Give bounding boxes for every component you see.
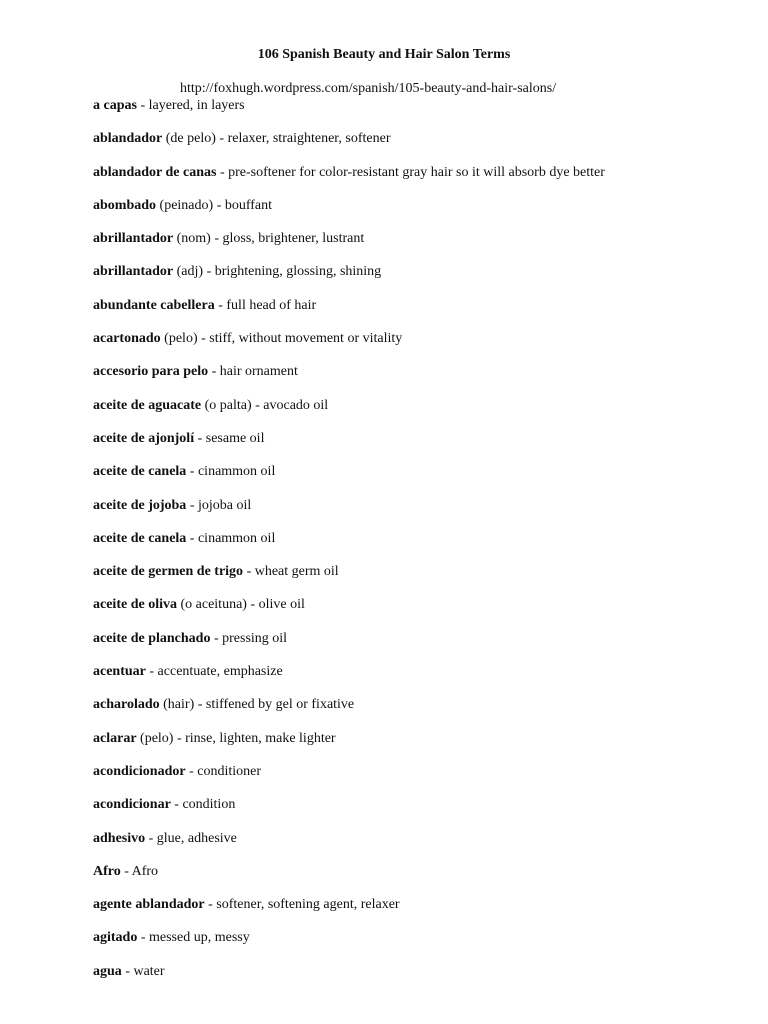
entry-definition: - brightening, glossing, shining bbox=[203, 264, 382, 280]
glossary-entry bbox=[93, 863, 748, 896]
entry-term: aceite de ajonjolí bbox=[93, 430, 195, 446]
entry-term: acondicionar bbox=[93, 797, 171, 813]
entry-definition: - water bbox=[121, 963, 165, 979]
glossary-entry bbox=[93, 263, 748, 296]
glossary-entry bbox=[93, 463, 748, 496]
glossary-entry bbox=[93, 397, 748, 430]
entry-qualifier: (de pelo) bbox=[162, 131, 216, 147]
entry-qualifier: (pelo) bbox=[160, 331, 198, 347]
entry-qualifier: (adj) bbox=[173, 264, 204, 280]
entry-definition: - conditioner bbox=[185, 763, 261, 779]
glossary-entry bbox=[93, 363, 748, 396]
entry-definition: - avocado oil bbox=[251, 397, 329, 413]
entry-definition: - stiff, without movement or vitality bbox=[197, 331, 403, 347]
entry-term: acondicionador bbox=[93, 763, 186, 779]
entry-term: agua bbox=[93, 963, 122, 979]
glossary-entry bbox=[93, 97, 748, 130]
glossary-entry bbox=[93, 130, 748, 163]
glossary-entry bbox=[93, 830, 748, 863]
glossary-entry bbox=[93, 596, 748, 629]
entry-definition: - wheat germ oil bbox=[243, 564, 339, 580]
entry-term: ablandador bbox=[93, 131, 163, 147]
entry-definition: - Afro bbox=[120, 863, 159, 879]
entry-qualifier: (nom) bbox=[173, 231, 211, 247]
glossary-entry bbox=[93, 929, 748, 962]
entry-definition: - olive oil bbox=[246, 597, 305, 613]
entry-term: acentuar bbox=[93, 664, 146, 680]
glossary-entry bbox=[93, 530, 748, 563]
entry-definition: - gloss, brightener, lustrant bbox=[210, 231, 365, 247]
glossary-entry bbox=[93, 963, 748, 996]
glossary-entry bbox=[93, 796, 748, 829]
entry-term: aceite de aguacate bbox=[93, 397, 202, 413]
document-title: 106 Spanish Beauty and Hair Salon Terms bbox=[257, 47, 511, 62]
glossary-entry bbox=[93, 164, 748, 197]
glossary-entry bbox=[93, 763, 748, 796]
entry-term: aceite de oliva bbox=[93, 597, 177, 613]
glossary-entry bbox=[93, 297, 748, 330]
entry-definition: - hair ornament bbox=[208, 364, 298, 380]
glossary-entry bbox=[93, 430, 748, 463]
entry-term: aceite de jojoba bbox=[93, 497, 187, 513]
entry-term: abrillantador bbox=[93, 264, 174, 280]
entry-definition: - messed up, messy bbox=[137, 930, 250, 946]
entry-definition: - layered, in layers bbox=[136, 98, 245, 113]
entry-term: accesorio para pelo bbox=[93, 364, 209, 380]
entry-definition: - accentuate, emphasize bbox=[145, 664, 283, 680]
glossary-entry bbox=[93, 696, 748, 729]
entry-definition: - jojoba oil bbox=[186, 497, 252, 513]
glossary-entry bbox=[93, 630, 748, 663]
glossary-entry bbox=[93, 896, 748, 929]
entry-term: agitado bbox=[93, 930, 138, 946]
entry-definition: - bouffant bbox=[213, 197, 273, 213]
entry-term: agente ablandador bbox=[93, 897, 205, 913]
entry-definition: - stiffened by gel or fixative bbox=[194, 697, 355, 713]
entry-qualifier: (o aceituna) bbox=[176, 597, 247, 613]
entry-definition: - pre-softener for color-resistant gray hair so it will absorb dye better bbox=[216, 164, 605, 180]
glossary-entry bbox=[93, 563, 748, 596]
entry-term: a capas bbox=[93, 98, 137, 113]
glossary-entry bbox=[93, 663, 748, 696]
entry-term: aceite de germen de trigo bbox=[93, 564, 244, 580]
entry-qualifier: (peinado) bbox=[156, 197, 214, 213]
entry-term: acharolado bbox=[93, 697, 160, 713]
entry-term: abundante cabellera bbox=[93, 297, 215, 313]
source-url: http://foxhugh.wordpress.com/spanish/105-beauty-and-hair-salons/ bbox=[180, 81, 557, 96]
entry-definition: - cinammon oil bbox=[186, 464, 276, 480]
entry-qualifier: (pelo) bbox=[136, 730, 174, 746]
entry-term: abombado bbox=[93, 197, 157, 213]
entry-term: aclarar bbox=[93, 730, 137, 746]
glossary-list bbox=[93, 97, 748, 996]
glossary-entry bbox=[93, 330, 748, 363]
entry-definition: - sesame oil bbox=[194, 430, 265, 446]
entry-term: aceite de canela bbox=[93, 530, 187, 546]
entry-qualifier: (o palta) bbox=[201, 397, 252, 413]
entry-definition: - condition bbox=[170, 797, 236, 813]
entry-definition: - full head of hair bbox=[214, 297, 317, 313]
entry-term: aceite de planchado bbox=[93, 630, 211, 646]
entry-definition: - pressing oil bbox=[210, 630, 288, 646]
glossary-entry bbox=[93, 497, 748, 530]
glossary-entry bbox=[93, 230, 748, 263]
entry-definition: - relaxer, straightener, softener bbox=[215, 131, 391, 147]
entry-qualifier: (hair) bbox=[159, 697, 195, 713]
entry-term: aceite de canela bbox=[93, 464, 187, 480]
entry-definition: - glue, adhesive bbox=[145, 830, 237, 846]
entry-term: adhesivo bbox=[93, 830, 146, 846]
entry-definition: - softener, softening agent, relaxer bbox=[204, 897, 400, 913]
entry-term: Afro bbox=[93, 863, 121, 879]
glossary-entry bbox=[93, 730, 748, 763]
entry-definition: - rinse, lighten, make lighter bbox=[173, 730, 336, 746]
entry-definition: - cinammon oil bbox=[186, 530, 276, 546]
glossary-entry bbox=[93, 197, 748, 230]
entry-term: ablandador de canas bbox=[93, 164, 217, 180]
entry-term: acartonado bbox=[93, 331, 161, 347]
entry-term: abrillantador bbox=[93, 231, 174, 247]
